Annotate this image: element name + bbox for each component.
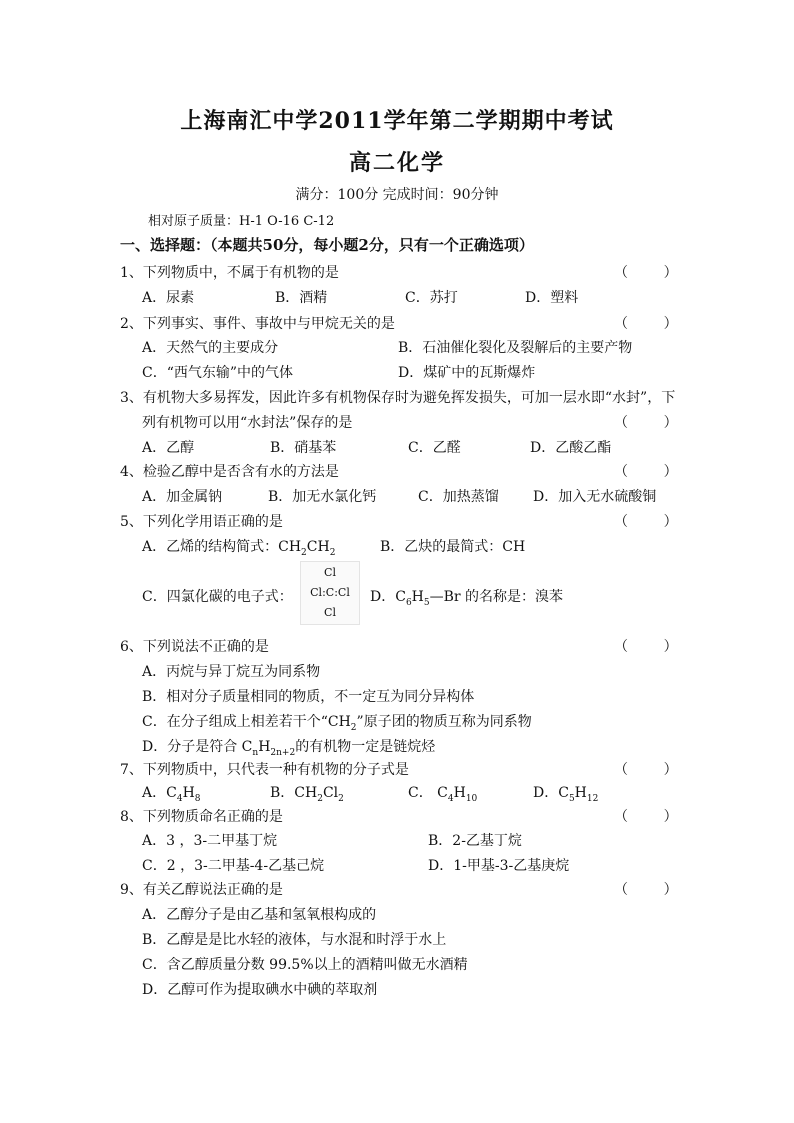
- question-6-stem: 6、下列说法不正确的是: [120, 639, 269, 655]
- q2-option-b: B．石油催化裂化及裂解后的主要产物: [398, 340, 633, 356]
- q4-option-c: C．加热蒸馏: [418, 489, 499, 505]
- q1-option-c: C．苏打: [405, 290, 458, 306]
- answer-paren-1: （ ）: [614, 265, 678, 281]
- section-title: 一、选择题：（本题共50分，每小题2分，只有一个正确选项）: [120, 236, 534, 254]
- question-9-stem: 9、有关乙醇说法正确的是: [120, 882, 283, 898]
- question-3-stem-line-1: 3、有机物大多易挥发，因此许多有机物保存时为避免挥发损失，可加一层水即“水封”，下: [120, 390, 676, 406]
- q6-option-a: A．丙烷与异丁烷互为同系物: [142, 664, 321, 680]
- q7-option-c: C． $C_4H_{10}$: [408, 785, 478, 804]
- q8-option-b: B．2-乙基丁烷: [428, 833, 522, 849]
- atomic-masses: 相对原子质量：H-1 O-16 C-12: [148, 214, 335, 229]
- question-7-stem: 7、下列物质中，只代表一种有机物的分子式是: [120, 762, 409, 778]
- question-8-stem: 8、下列物质命名正确的是: [120, 809, 283, 825]
- q4-option-d: D．加入无水硫酸铜: [533, 489, 657, 505]
- q9-option-d: D．乙醇可作为提取碘水中碘的萃取剂: [142, 982, 378, 998]
- q1-option-a: A．尿素: [142, 290, 195, 306]
- q2-option-a: A．天然气的主要成分: [142, 340, 279, 356]
- q3-option-b: B．硝基苯: [270, 440, 337, 456]
- q6-option-c: C．在分子组成上相差若干个“$CH_2$”原子团的物质互称为同系物: [142, 714, 532, 733]
- q5-option-d: D．$C_6H_5—Br$ 的名称是：溴苯: [370, 589, 564, 608]
- q1-option-b: B．酒精: [275, 290, 328, 306]
- answer-paren-3: （ ）: [614, 415, 678, 431]
- question-4-stem: 4、检验乙醇中是否含有水的方法是: [120, 464, 339, 480]
- q2-option-c: C．“西气东输”中的气体: [142, 365, 294, 381]
- q8-option-a: A．3 ，3-二甲基丁烷: [142, 833, 278, 849]
- answer-paren-8: （ ）: [614, 809, 678, 825]
- q3-option-c: C．乙醛: [408, 440, 461, 456]
- q8-option-c: C．2 ，3-二甲基-4-乙基己烷: [142, 858, 325, 874]
- answer-paren-6: （ ）: [614, 639, 678, 655]
- q7-option-b: B．$CH_2Cl_2$: [270, 785, 344, 804]
- q6-option-d: D．分子是符合 $C_nH_{2n+2}$的有机物一定是链烷烃: [142, 739, 436, 758]
- answer-paren-5: （ ）: [614, 514, 678, 530]
- q7-option-a: A．$C_4H_8$: [142, 785, 201, 804]
- q6-option-b: B．相对分子质量相同的物质，不一定互为同分异构体: [142, 689, 475, 705]
- answer-paren-2: （ ）: [614, 316, 678, 332]
- q8-option-d: D．1-甲基-3-乙基庚烷: [428, 858, 570, 874]
- q2-option-d: D．煤矿中的瓦斯爆炸: [398, 365, 536, 381]
- question-1-stem: 1、下列物质中，不属于有机物的是: [120, 265, 339, 281]
- q4-option-a: A．加金属钠: [142, 489, 223, 505]
- q5-option-b: B．乙炔的最简式：CH: [380, 539, 526, 555]
- answer-paren-4: （ ）: [614, 464, 678, 480]
- ccl4-electron-formula: Cl Cl:C:Cl Cl: [300, 561, 360, 625]
- question-5-stem: 5、下列化学用语正确的是: [120, 514, 283, 530]
- exam-title: 上海南汇中学2011学年第二学期期中考试: [180, 108, 614, 134]
- q9-option-a: A．乙醇分子是由乙基和氢氧根构成的: [142, 907, 377, 923]
- answer-paren-7: （ ）: [614, 762, 678, 778]
- q9-option-b: B．乙醇是是比水轻的液体，与水混和时浮于水上: [142, 932, 447, 948]
- q7-option-d: D．$C_5H_{12}$: [533, 785, 599, 804]
- q5-option-c: C．四氯化碳的电子式：: [142, 589, 293, 605]
- q9-option-c: C．含乙醇质量分数 99.5%以上的酒精叫做无水酒精: [142, 957, 468, 973]
- exam-subtitle: 高二化学: [348, 150, 445, 176]
- exam-meta: 满分：100分 完成时间：90分钟: [295, 187, 499, 203]
- answer-paren-9: （ ）: [614, 882, 678, 898]
- q3-option-d: D．乙酸乙酯: [530, 440, 612, 456]
- question-2-stem: 2、下列事实、事件、事故中与甲烷无关的是: [120, 316, 395, 332]
- q5-option-a: A．乙烯的结构简式：$CH_2CH_2$: [142, 539, 336, 558]
- q3-option-a: A．乙醇: [142, 440, 195, 456]
- q4-option-b: B．加无水氯化钙: [268, 489, 377, 505]
- question-3-stem-line-2: 列有机物可以用“水封法”保存的是: [142, 415, 353, 431]
- q1-option-d: D．塑料: [525, 290, 579, 306]
